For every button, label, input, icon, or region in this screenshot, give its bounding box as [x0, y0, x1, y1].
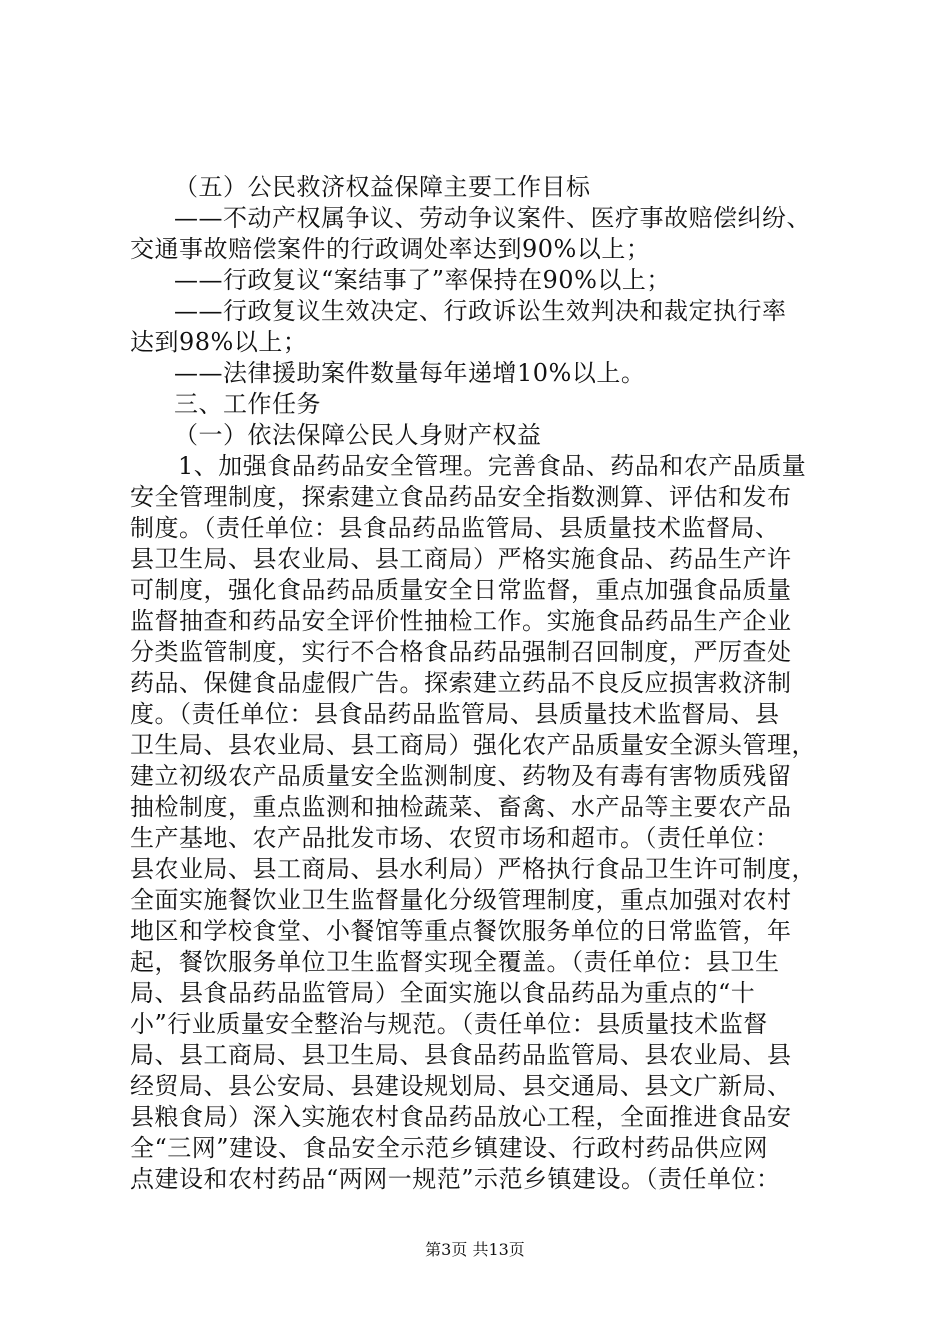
paragraph-line: 起，餐饮服务单位卫生监督实现全覆盖。（责任单位：县卫生 — [130, 948, 780, 976]
paragraph-line: 全“三网”建设、食品安全示范乡镇建设、行政村药品供应网 — [130, 1134, 769, 1162]
subsection-heading: （一）依法保障公民人身财产权益 — [174, 421, 542, 449]
paragraph-line: 度。（责任单位：县食品药品监管局、县质量技术监督局、县 — [130, 700, 780, 728]
paragraph-line: 监督抽查和药品安全评价性抽检工作。实施食品药品生产企业 — [130, 607, 792, 635]
paragraph-line: 小”行业质量安全整治与规范。（责任单位：县质量技术监督 — [130, 1010, 768, 1038]
paragraph-line: 局、县工商局、县卫生局、县食品药品监管局、县农业局、县 — [130, 1041, 792, 1069]
paragraph-line: ——行政复议“案结事了”率保持在90%以上； — [174, 266, 671, 294]
paragraph-line: 县农业局、县工商局、县水利局）严格执行食品卫生许可制度， — [130, 855, 816, 883]
document-body — [130, 172, 830, 1195]
paragraph-line: 1、加强食品药品安全管理。完善食品、药品和农产品质量 — [178, 452, 807, 480]
paragraph-line: 分类监管制度，实行不合格食品药品强制召回制度，严厉查处 — [130, 638, 792, 666]
paragraph-line: 点建设和农村药品“两网一规范”示范乡镇建设。（责任单位： — [130, 1165, 781, 1193]
paragraph-line: 抽检制度，重点监测和抽检蔬菜、畜禽、水产品等主要农产品 — [130, 793, 792, 821]
paragraph-line: 全面实施餐饮业卫生监督量化分级管理制度，重点加强对农村 — [130, 886, 792, 914]
paragraph-line: ——不动产权属争议、劳动争议案件、医疗事故赔偿纠纷、 — [174, 204, 811, 232]
paragraph-line: 卫生局、县农业局、县工商局）强化农产品质量安全源头管理， — [130, 731, 816, 759]
paragraph-line: 县粮食局）深入实施农村食品药品放心工程，全面推进食品安 — [130, 1103, 792, 1131]
section-heading: 三、工作任务 — [174, 390, 321, 418]
paragraph-line: 县卫生局、县农业局、县工商局）严格实施食品、药品生产许 — [130, 545, 792, 573]
section-heading: （五）公民救济权益保障主要工作目标 — [174, 173, 591, 201]
paragraph-line: 可制度，强化食品药品质量安全日常监督，重点加强食品质量 — [130, 576, 792, 604]
paragraph-line: 地区和学校食堂、小餐馆等重点餐饮服务单位的日常监管，年 — [130, 917, 792, 945]
paragraph-line: 制度。（责任单位：县食品药品监管局、县质量技术监督局、 — [130, 514, 780, 542]
paragraph-line: 安全管理制度，探索建立食品药品安全指数测算、评估和发布 — [130, 483, 792, 511]
paragraph-line: 经贸局、县公安局、县建设规划局、县交通局、县文广新局、 — [130, 1072, 792, 1100]
paragraph-line: 建立初级农产品质量安全监测制度、药物及有毒有害物质残留 — [130, 762, 792, 790]
paragraph-line: 达到98%以上； — [130, 328, 308, 356]
paragraph-line: 交通事故赔偿案件的行政调处率达到90%以上； — [130, 235, 651, 263]
page-number-footer: 第3页 共13页 — [425, 1240, 525, 1259]
paragraph-line: ——行政复议生效决定、行政诉讼生效判决和裁定执行率 — [174, 297, 787, 325]
paragraph-line: 药品、保健食品虚假广告。探索建立药品不良反应损害救济制 — [130, 669, 792, 697]
paragraph-line: 局、县食品药品监管局）全面实施以食品药品为重点的“十 — [130, 979, 756, 1007]
paragraph-line: 生产基地、农产品批发市场、农贸市场和超市。（责任单位： — [130, 824, 780, 852]
paragraph-line: ——法律援助案件数量每年递增10%以上。 — [174, 359, 646, 387]
